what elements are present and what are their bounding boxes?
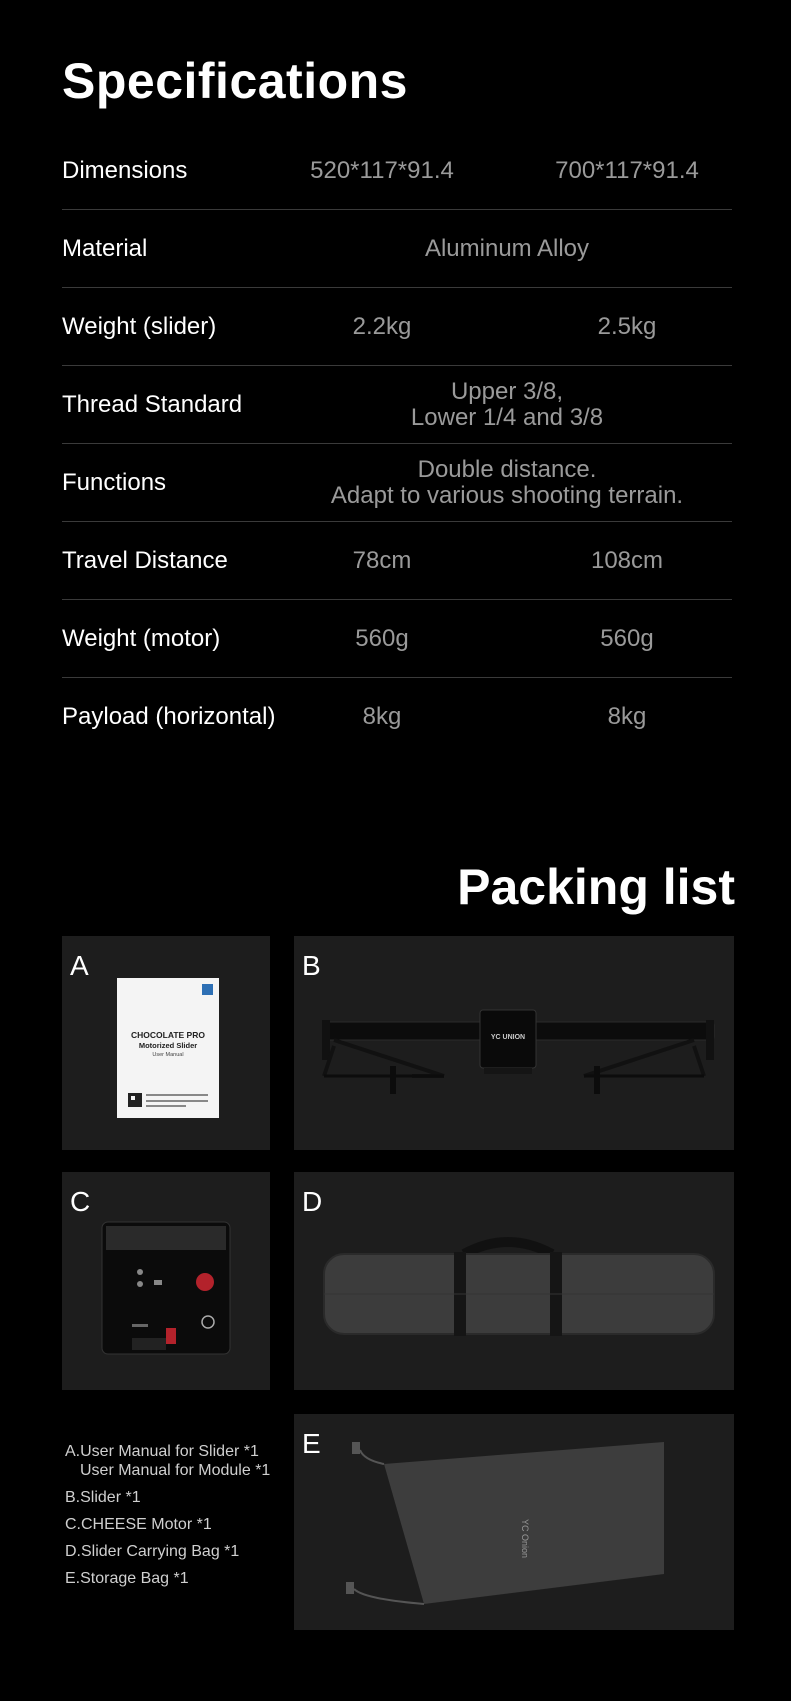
tile-letter: C	[70, 1186, 91, 1217]
spec-row-material	[62, 210, 732, 288]
storage-bag-image	[294, 1414, 734, 1630]
storage-bag-brand: YC Onion	[520, 1519, 530, 1559]
spec-value-line: Double distance.	[417, 455, 597, 483]
specifications-table	[62, 132, 732, 755]
spec-value: 2.5kg	[597, 312, 657, 340]
list-item: D.Slider Carrying Bag *1	[65, 1543, 240, 1560]
manual-title: CHOCOLATE PRO	[131, 1030, 205, 1040]
spec-value: 560g	[600, 624, 654, 652]
spec-label: Dimensions	[62, 156, 188, 184]
spec-value: 520*117*91.4	[310, 156, 454, 184]
spec-label: Thread Standard	[62, 390, 243, 418]
user-manual-image	[62, 936, 270, 1150]
spec-row-payload	[62, 678, 732, 755]
list-item: E.Storage Bag *1	[65, 1570, 189, 1587]
specifications-title: Specifications	[62, 53, 408, 109]
spec-row-travel-distance	[62, 522, 732, 600]
list-item: C.CHEESE Motor *1	[65, 1516, 212, 1533]
spec-label: Payload (horizontal)	[62, 702, 276, 730]
spec-row-weight-slider	[62, 288, 732, 366]
tile-letter: B	[302, 950, 321, 981]
list-item: B.Slider *1	[65, 1489, 141, 1506]
spec-value: 108cm	[590, 546, 664, 574]
list-item: A.User Manual for Slider *1	[65, 1443, 259, 1460]
spec-label: Weight (slider)	[62, 312, 217, 340]
spec-value-line: Upper 3/8,	[450, 377, 564, 405]
spec-label: Functions	[62, 468, 167, 496]
spec-value-line: Lower 1/4 and 3/8	[410, 403, 604, 431]
list-item: User Manual for Module *1	[80, 1462, 271, 1479]
spec-row-weight-motor	[62, 600, 732, 678]
spec-value: 560g	[355, 624, 409, 652]
spec-value: 78cm	[352, 546, 412, 574]
spec-row-thread-standard	[62, 366, 732, 444]
spec-row-functions	[62, 444, 732, 522]
spec-value	[287, 444, 727, 521]
slider-brand: YC UNION	[490, 1034, 526, 1041]
spec-value: 700*117*91.4	[555, 156, 699, 184]
packing-tile-b	[294, 936, 734, 1150]
cheese-motor-image	[62, 1172, 270, 1390]
packing-tile-a	[62, 936, 270, 1150]
tile-letter: A	[70, 950, 89, 981]
spec-value-line: Aluminum Alloy	[424, 234, 590, 262]
spec-label: Weight (motor)	[62, 624, 221, 652]
spec-value: 8kg	[607, 702, 647, 730]
spec-value	[287, 210, 727, 287]
packing-list-items	[65, 1442, 270, 1596]
manual-subtitle: Motorized Slider	[138, 1041, 198, 1050]
carrying-bag-image	[294, 1172, 734, 1390]
spec-value-line: Adapt to various shooting terrain.	[330, 481, 684, 509]
spec-label: Material	[62, 234, 148, 262]
spec-row-dimensions	[62, 132, 732, 210]
tile-letter: D	[302, 1186, 323, 1217]
tile-letter: E	[302, 1428, 321, 1459]
packing-tile-e	[294, 1414, 734, 1630]
packing-tile-d	[294, 1172, 734, 1390]
spec-value: 2.2kg	[352, 312, 412, 340]
slider-image	[294, 936, 734, 1150]
packing-list-title: Packing list	[457, 859, 735, 915]
spec-label: Travel Distance	[62, 546, 228, 574]
spec-value	[287, 366, 727, 443]
manual-caption: User Manual	[152, 1052, 184, 1058]
packing-tile-c	[62, 1172, 270, 1390]
spec-value: 8kg	[362, 702, 402, 730]
